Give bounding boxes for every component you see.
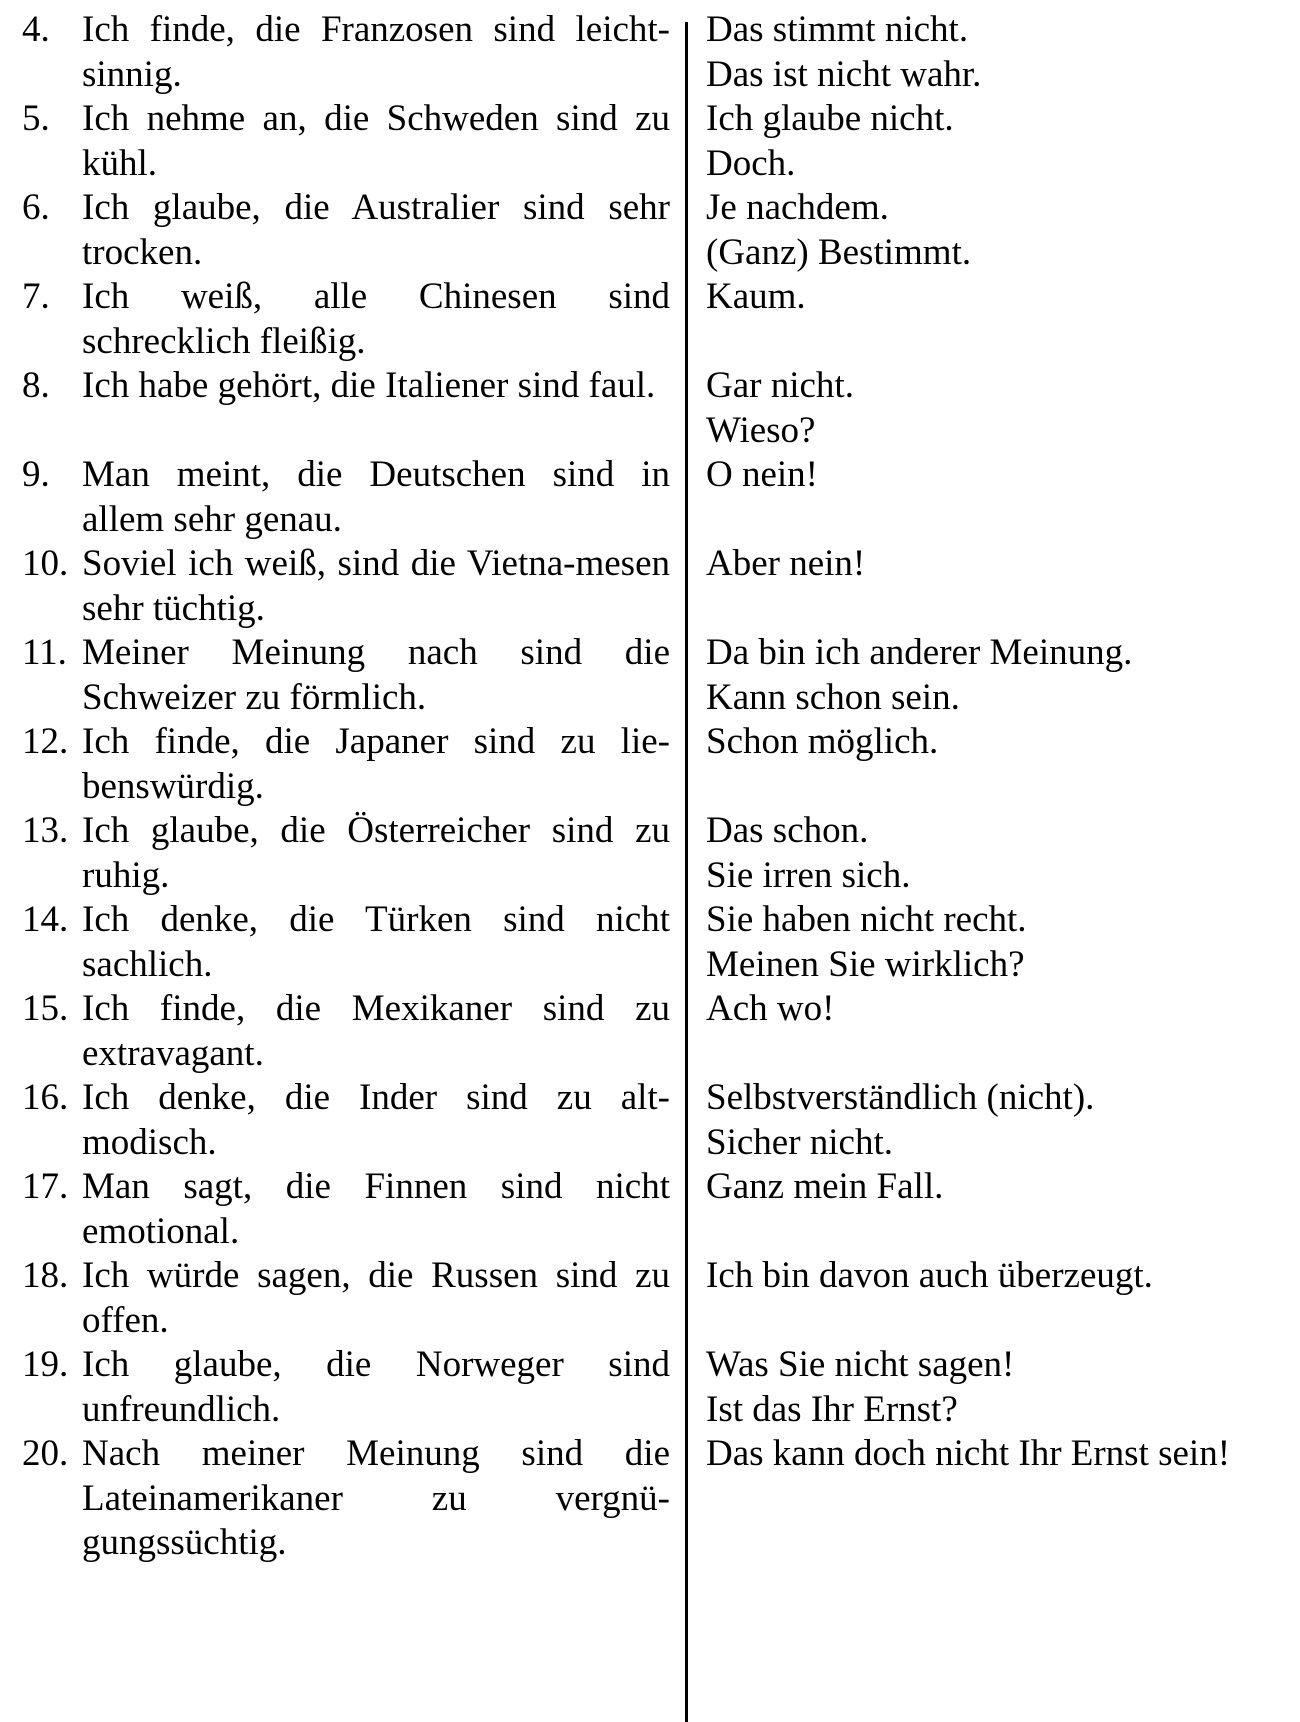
response-line [706,1032,1286,1077]
response-line: Das schon. [706,810,869,851]
column-divider [685,22,688,1722]
statement-text: Meiner Meinung nach sind die Schweizer zu förmlich. [82,632,670,718]
statement-text: Ich finde, die Mexikaner sind zu extravagant. [82,988,670,1074]
statement-number: 12. [22,721,69,762]
statement-item [22,631,670,720]
statement-text: Ich weiß, alle Chinesen sind schrecklich fleißig. [82,276,670,362]
statement-number: 6. [22,187,50,228]
response-line: Da bin ich anderer Meinung. [706,632,1133,673]
response-line: Sie haben nicht recht. [706,899,1027,940]
statement-number: 17. [22,1166,69,1207]
response-line: Ist das Ihr Ernst? [706,1388,958,1430]
statement-number: 10. [22,543,69,584]
response-line: Sicher nicht. [706,1121,894,1163]
statement-number: 20. [22,1433,69,1474]
statement-item [22,1432,670,1566]
statement-text: Ich denke, die Türken sind nicht sachlich. [82,899,670,985]
response-line: Was Sie nicht sagen! [706,1344,1015,1385]
statement-item [22,364,670,453]
statement-number: 5. [22,98,50,139]
statement-number: 8. [22,365,50,406]
response-line: Doch. [706,142,796,184]
statement-text: Man sagt, die Finnen sind nicht emotional. [82,1166,670,1252]
response-line: Ach wo! [706,988,835,1029]
statement-item [22,720,670,809]
statement-text: Ich würde sagen, die Russen sind zu offen. [82,1255,670,1341]
response-line: Ich bin davon auch überzeugt. [706,1255,1153,1296]
statement-item [22,275,670,364]
statement-text: Nach meiner Meinung sind die Lateinamerikaner zu vergnü-gungssüchtig. [82,1433,670,1563]
response-line: Selbstverständlich (nicht). [706,1077,1095,1118]
response-line [706,1210,1286,1255]
statement-number: 15. [22,988,69,1029]
statement-text: Ich glaube, die Australier sind sehr trocken. [82,187,670,273]
statements-column [22,8,670,1566]
statement-text: Ich denke, die Inder sind zu alt-modisch. [82,1077,670,1163]
statement-number: 11. [22,632,67,673]
response-line [706,765,1286,810]
statement-number: 4. [22,9,50,50]
statement-number: 19. [22,1344,69,1385]
statement-item [22,898,670,987]
response-line: Aber nein! [706,543,866,584]
statement-item [22,453,670,542]
statement-text: Ich nehme an, die Schweden sind zu kühl. [82,98,670,184]
response-line: Kann schon sein. [706,676,960,718]
response-line [706,498,1286,543]
statement-item [22,1076,670,1165]
statement-item [22,1343,670,1432]
response-line: Das ist nicht wahr. [706,53,982,95]
statement-item [22,186,670,275]
statement-number: 18. [22,1255,69,1296]
statement-number: 9. [22,454,50,495]
statement-text: Ich finde, die Japaner sind zu lie-benswürdig. [82,721,670,807]
statement-item [22,987,670,1076]
statement-text: Ich glaube, die Österreicher sind zu ruhig. [82,810,670,896]
response-line: O nein! [706,454,818,495]
statement-text: Ich glaube, die Norweger sind unfreundlich. [82,1344,670,1430]
response-line: (Ganz) Bestimmt. [706,231,972,273]
response-line: Schon möglich. [706,721,939,762]
statement-item [22,542,670,631]
response-line: Meinen Sie wirklich? [706,943,1025,985]
statement-item [22,8,670,97]
response-line: Wieso? [706,409,816,451]
response-line: Das stimmt nicht. [706,9,969,50]
statement-item [22,809,670,898]
response-line: Kaum. [706,276,806,317]
response-line [706,320,1286,365]
statement-text: Soviel ich weiß, sind die Vietna-mesen sehr tüchtig. [82,543,670,629]
statement-item [22,1165,670,1254]
statement-item [22,1254,670,1343]
statement-text: Ich habe gehört, die Italiener sind faul. [82,365,656,406]
response-line: Je nachdem. [706,187,889,228]
response-line: Ich glaube nicht. [706,98,954,139]
response-line: Gar nicht. [706,365,854,406]
response-line [706,587,1286,632]
response-line: Ganz mein Fall. [706,1166,944,1207]
response-line: Sie irren sich. [706,854,911,896]
statement-item [22,97,670,186]
statement-text: Ich finde, die Franzosen sind leicht-sinnig. [82,9,670,95]
statement-number: 13. [22,810,69,851]
statement-number: 16. [22,1077,69,1118]
responses-column [706,8,1286,1477]
response-line: Das kann doch nicht Ihr Ernst sein! [706,1433,1231,1474]
statement-text: Man meint, die Deutschen sind in allem sehr genau. [82,454,670,540]
response-line [706,1299,1286,1344]
statement-number: 7. [22,276,50,317]
statement-number: 14. [22,899,69,940]
